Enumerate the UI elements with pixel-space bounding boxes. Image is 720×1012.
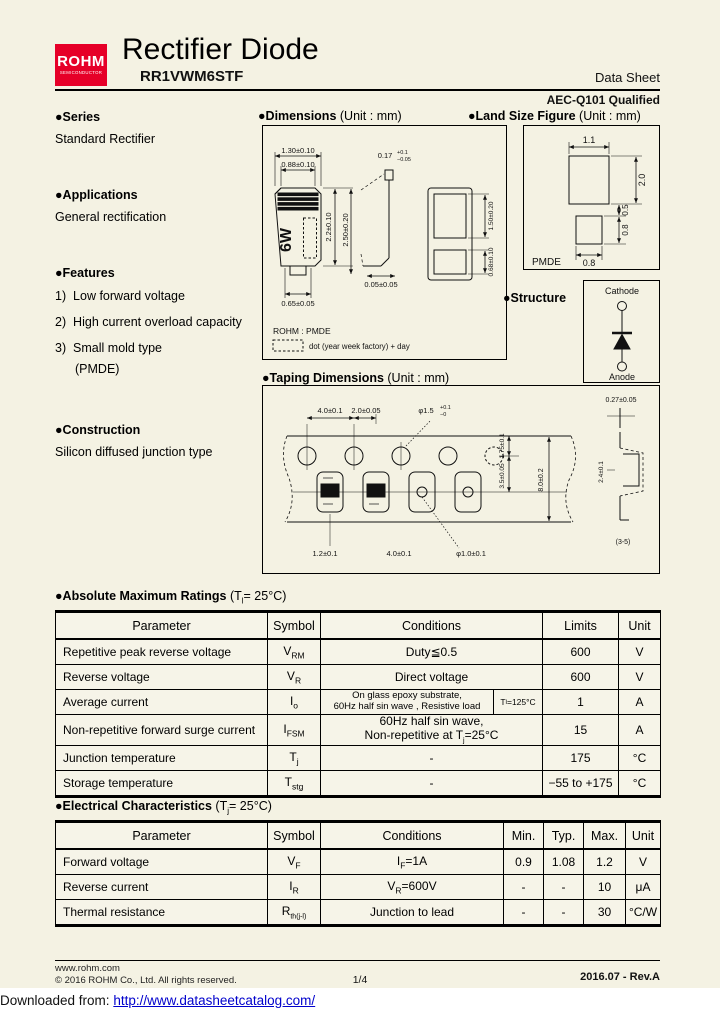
- amr-unit-6: °C: [619, 771, 661, 797]
- amr-cond-6: -: [321, 771, 543, 797]
- amr-heading: [55, 589, 286, 606]
- ec-typ-2: -: [544, 875, 584, 900]
- taping-label-hole-lower-tol: −0: [440, 412, 447, 418]
- land-unit: (Unit : mm): [575, 109, 641, 123]
- rohm-logo-text: ROHM: [57, 53, 105, 71]
- amr-cond-2: Direct voltage: [321, 665, 543, 690]
- ec-col-unit: Unit: [626, 822, 661, 850]
- amr-cond-4: [321, 715, 543, 746]
- header-rule: [55, 89, 660, 91]
- amr-cond-1: Duty≦0.5: [321, 639, 543, 665]
- amr-unit-4: A: [619, 715, 661, 746]
- taping-label-hole-dia: φ1.5: [418, 406, 434, 415]
- table-row: [56, 900, 661, 926]
- package-marking: 6W: [278, 228, 295, 252]
- land-package-name: PMDE: [532, 257, 561, 268]
- ec-max-1: 1.2: [584, 849, 626, 875]
- marking-note: ROHM : PMDE: [273, 326, 331, 336]
- amr-param-6: Storage temperature: [56, 771, 268, 797]
- rohm-logo-subtext: SEMICONDUCTOR: [59, 70, 103, 76]
- feature-item-3b: (PMDE): [75, 362, 120, 376]
- amr-unit-2: V: [619, 665, 661, 690]
- dim-label-outer-height: 2.50±0.20: [341, 213, 350, 247]
- dim-label-lead-width: 0.65±0.05: [281, 299, 315, 308]
- amr-cond-3-line2: 60Hz half sin wave , Resistive load: [333, 701, 481, 712]
- ec-min-2: -: [504, 875, 544, 900]
- feature-item-3: 3) Small mold type: [55, 341, 162, 355]
- ec-max-2: 10: [584, 875, 626, 900]
- ec-header-row: [56, 822, 661, 850]
- amr-limit-4: 15: [543, 715, 619, 746]
- amr-limit-6: −55 to +175: [543, 771, 619, 797]
- dim-label-standoff: 0.05±0.05: [364, 280, 398, 289]
- ec-col-symbol: Symbol: [268, 822, 321, 850]
- ec-symbol-2: $I_R$: [268, 875, 321, 900]
- structure-figure: [583, 280, 660, 383]
- ec-param-3: Thermal resistance: [56, 900, 268, 926]
- download-bar: [0, 988, 720, 1012]
- dim-label-pad-top: 1.50±0.20: [488, 201, 495, 231]
- amr-param-1: Repetitive peak reverse voltage: [56, 639, 268, 665]
- component-in-pocket-1: [321, 484, 339, 497]
- table-row: [56, 665, 661, 690]
- ec-col-conditions: Conditions: [321, 822, 504, 850]
- structure-drawing: [584, 281, 659, 382]
- ec-min-3: -: [504, 900, 544, 926]
- part-number: RR1VWM6STF: [140, 68, 244, 85]
- ec-col-typ: Typ.: [544, 822, 584, 850]
- component-in-pocket-2: [367, 484, 385, 497]
- dimensions-heading: [258, 109, 402, 123]
- ec-symbol-1: $V_F$: [268, 849, 321, 875]
- ec-cond-2: $V_R=600V$: [321, 875, 504, 900]
- land-heading: [468, 109, 641, 123]
- applications-heading: ●Applications: [55, 188, 138, 202]
- ec-cond-1: $I_F=1A$: [321, 849, 504, 875]
- amr-limit-3: 1: [543, 690, 619, 715]
- amr-cond-3-note: T l =125°C: [493, 690, 542, 714]
- taping-drawing: [263, 386, 659, 573]
- table-row: [56, 875, 661, 900]
- taping-label-edge: 1.75±0.1: [499, 433, 506, 459]
- amr-heading-text: ●Absolute Maximum Ratings: [55, 589, 227, 603]
- series-heading: ●Series: [55, 110, 101, 124]
- amr-cond-3: [321, 690, 543, 715]
- series-body: Standard Rectifier: [55, 132, 156, 146]
- dim-label-thickness-lower-tol: −0.05: [397, 157, 411, 163]
- ec-unit-3: °C/W: [626, 900, 661, 926]
- amr-unit-3: A: [619, 690, 661, 715]
- cathode-label: Cathode: [604, 286, 640, 296]
- amr-param-2: Reverse voltage: [56, 665, 268, 690]
- datasheetcatalog-link[interactable]: http://www.datasheetcatalog.com/: [113, 992, 316, 1008]
- page-number: 1/4: [352, 974, 368, 986]
- footer-rule: [55, 960, 660, 961]
- land-heading-text: ●Land Size Figure: [468, 109, 576, 123]
- taping-label-hole-pitch: 2.0±0.05: [351, 406, 381, 415]
- amr-cond-4-line1: 60Hz half sin wave,: [379, 714, 484, 728]
- ec-col-max: Max.: [584, 822, 626, 850]
- structure-heading: ●Structure: [503, 291, 567, 305]
- table-row: [56, 849, 661, 875]
- ec-cond-sub: j: [227, 806, 230, 816]
- amr-limit-5: 175: [543, 746, 619, 771]
- aec-qualified-label: AEC-Q101 Qualified: [546, 93, 660, 107]
- amr-cond-pre: (T: [226, 589, 242, 603]
- taping-label-thickness: 0.27±0.05: [605, 397, 637, 404]
- amr-unit-5: °C: [619, 746, 661, 771]
- ec-param-1: Forward voltage: [56, 849, 268, 875]
- land-pad-bottom: [576, 216, 602, 244]
- dim-label-thickness-upper-tol: +0.1: [397, 150, 408, 156]
- amr-col-conditions: Conditions: [321, 612, 543, 640]
- dot-marking-area: [304, 218, 317, 258]
- table-row: [56, 771, 661, 797]
- ec-typ-1: 1.08: [544, 849, 584, 875]
- ec-cond-3: Junction to lead: [321, 900, 504, 926]
- dim-label-inner-height: 2.2±0.10: [324, 212, 333, 242]
- taping-label-cavity-pitch: 4.0±0.1: [386, 549, 412, 558]
- dim-label-outer-width: 1.30±0.10: [281, 146, 315, 155]
- amr-cond-sub: l: [241, 596, 244, 606]
- amr-col-unit: Unit: [619, 612, 661, 640]
- amr-limit-1: 600: [543, 639, 619, 665]
- dim-label-inner-width: 0.88±0.10: [281, 160, 315, 169]
- ec-param-2: Reverse current: [56, 875, 268, 900]
- land-label-top-width: 1.1: [582, 135, 596, 145]
- feature-item-2: 2) High current overload capacity: [55, 315, 242, 329]
- land-label-top-height: 2.0: [637, 173, 647, 187]
- amr-symbol-1: $V_{RM}$: [268, 639, 321, 665]
- electrical-characteristics-table: [55, 820, 661, 927]
- amr-symbol-2: $V_R$: [268, 665, 321, 690]
- page-title: Rectifier Diode: [122, 33, 319, 66]
- ec-typ-3: -: [544, 900, 584, 926]
- dimensions-unit: (Unit : mm): [336, 109, 402, 123]
- cathode-terminal: [618, 302, 627, 311]
- ec-unit-1: V: [626, 849, 661, 875]
- taping-label-cavity-width: 1.2±0.1: [312, 549, 338, 558]
- amr-symbol-4: $I_{FSM}$: [268, 715, 321, 746]
- dimensions-drawing: [263, 126, 506, 359]
- ec-col-min: Min.: [504, 822, 544, 850]
- revision-label: 2016.07 - Rev.A: [580, 971, 660, 983]
- amr-limit-2: 600: [543, 665, 619, 690]
- taping-figure: [262, 385, 660, 574]
- ec-heading: [55, 799, 272, 816]
- footer-copyright: © 2016 ROHM Co., Ltd. All rights reserved.: [55, 975, 237, 986]
- amr-unit-1: V: [619, 639, 661, 665]
- construction-heading: ●Construction: [55, 423, 141, 437]
- land-figure: [523, 125, 660, 270]
- downloaded-from-label: Downloaded from:: [0, 992, 114, 1008]
- feature-item-1: 1) Low forward voltage: [55, 289, 185, 303]
- footer-url: www.rohm.com: [55, 963, 120, 974]
- absolute-maximum-ratings-table: [55, 610, 661, 798]
- land-drawing: [524, 126, 659, 269]
- dim-label-pad-bottom: 0.68±0.10: [488, 247, 495, 277]
- applications-body: General rectification: [55, 210, 167, 224]
- ec-min-1: 0.9: [504, 849, 544, 875]
- anode-label: Anode: [608, 372, 636, 382]
- taping-label-bottom-hole: φ1.0±0.1: [456, 549, 486, 558]
- amr-cond-post: = 25°C): [243, 589, 287, 603]
- taping-label-pitch: 4.0±0.1: [317, 406, 343, 415]
- taping-label-center: 3.5±0.05: [499, 463, 506, 489]
- amr-symbol-6: $T_{stg}$: [268, 771, 321, 797]
- taping-heading-text: ●Taping Dimensions: [262, 371, 384, 385]
- table-row: [56, 715, 661, 746]
- land-label-bottom-width: 0.8: [582, 258, 596, 268]
- land-pad-top: [569, 156, 609, 204]
- ec-cond-post: = 25°C): [229, 799, 272, 813]
- taping-label-hole-upper-tol: +0.1: [440, 405, 451, 411]
- dot-note: dot (year week factory) + day: [309, 342, 410, 351]
- taping-label-width: 8.0±0.2: [538, 468, 545, 492]
- features-heading: ●Features: [55, 266, 115, 280]
- taping-label-angle: (3-5): [615, 539, 631, 546]
- amr-cond-5: -: [321, 746, 543, 771]
- construction-body: Silicon diffused junction type: [55, 445, 213, 459]
- rohm-logo: [55, 44, 107, 86]
- taping-heading: [262, 371, 449, 385]
- table-row: [56, 746, 661, 771]
- taping-unit: (Unit : mm): [383, 371, 450, 385]
- doc-type: Data Sheet: [594, 70, 660, 85]
- ec-heading-text: ●Electrical Characteristics: [55, 799, 212, 813]
- amr-symbol-5: $T_j$: [268, 746, 321, 771]
- ec-col-parameter: Parameter: [56, 822, 268, 850]
- amr-cond-4-line2: Non-repetitive at $T_j=25^\circ C$: [364, 727, 499, 745]
- amr-col-parameter: Parameter: [56, 612, 268, 640]
- amr-param-5: Junction temperature: [56, 746, 268, 771]
- ec-max-3: 30: [584, 900, 626, 926]
- ec-unit-2: μA: [626, 875, 661, 900]
- amr-symbol-3: $I_o$: [268, 690, 321, 715]
- dim-label-thickness: 0.17: [377, 151, 393, 160]
- dimensions-figure: [262, 125, 507, 360]
- amr-col-symbol: Symbol: [268, 612, 321, 640]
- land-label-gap: 0.5: [621, 204, 630, 216]
- taping-label-depth: 2.4±0.1: [598, 461, 605, 483]
- ec-symbol-3: $R_{th(j-l)}$: [268, 900, 321, 926]
- anode-terminal: [618, 362, 627, 371]
- table-row: [56, 639, 661, 665]
- table-row: [56, 690, 661, 715]
- amr-cond-3-line1: On glass epoxy substrate,: [352, 690, 462, 702]
- amr-param-3: Average current: [56, 690, 268, 715]
- land-label-bottom-height: 0.8: [621, 224, 630, 236]
- amr-header-row: [56, 612, 661, 640]
- diode-triangle: [614, 335, 630, 350]
- amr-col-limits: Limits: [543, 612, 619, 640]
- ec-cond-pre: (T: [211, 799, 228, 813]
- amr-param-4: Non-repetitive forward surge current: [56, 715, 268, 746]
- dimensions-heading-text: ●Dimensions: [258, 109, 337, 123]
